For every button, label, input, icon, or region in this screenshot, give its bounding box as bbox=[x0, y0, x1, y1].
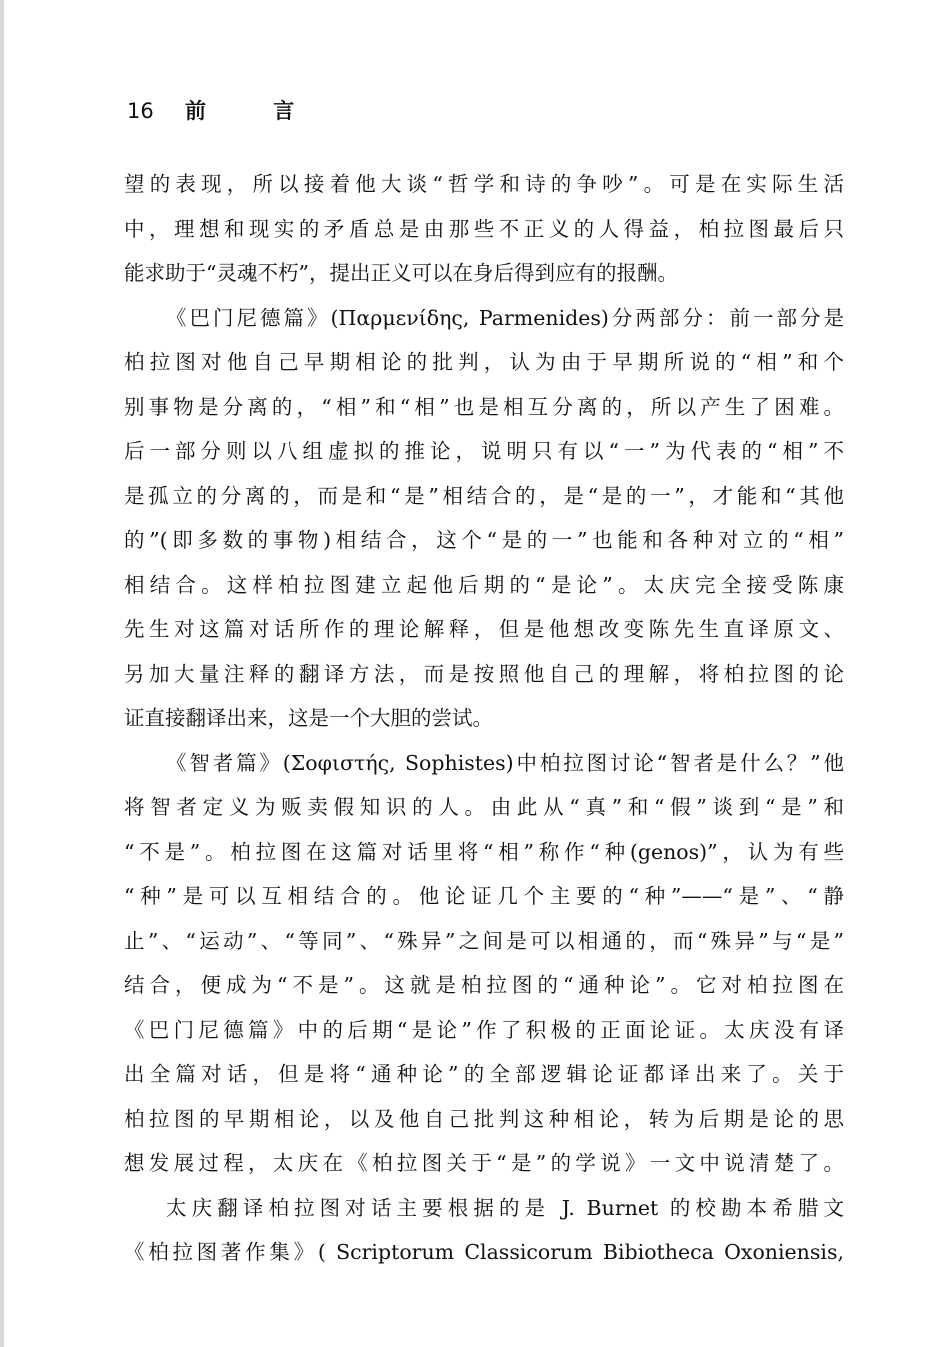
page-edge-shadow bbox=[0, 0, 4, 1347]
text-line: 别事物是分离的，“相”和“相”也是相互分离的，所以产生了困难。 bbox=[124, 394, 844, 419]
text-line: 中，理想和现实的矛盾总是由那些不正义的人得益，柏拉图最后只 bbox=[124, 216, 844, 241]
page-number: 16 bbox=[127, 99, 154, 123]
text-line: 太庆翻译柏拉图对话主要根据的是 J. Burnet 的校勘本希腊文 bbox=[166, 1195, 844, 1220]
text-line: 后一部分则以八组虚拟的推论，说明只有以“一”为代表的“相”不 bbox=[124, 439, 844, 463]
text-line: 是孤立的分离的，而是和“是”相结合的，是“是的一”，才能和“其他 bbox=[124, 483, 844, 508]
text-line: 的”(即多数的事物)相结合，这个“是的一”也能和各种对立的“相” bbox=[124, 528, 844, 552]
text-line: 另加大量注释的翻译方法，而是按照他自己的理解，将柏拉图的论 bbox=[124, 661, 844, 686]
text-line: 证直接翻译出来，这是一个大胆的尝试。 bbox=[124, 706, 493, 730]
body-text bbox=[124, 162, 844, 1275]
text-line: 能求助于“灵魂不朽”，提出正义可以在身后得到应有的报酬。 bbox=[124, 261, 678, 285]
text-line: 想发展过程，太庆在《柏拉图关于“是”的学说》一文中说清楚了。 bbox=[124, 1151, 844, 1175]
text-line: 《智者篇》(Σοφιστής, Sophistes)中柏拉图讨论“智者是什么？”他 bbox=[166, 750, 844, 775]
text-line: 望的表现，所以接着他大谈“哲学和诗的争吵”。可是在实际生活 bbox=[124, 172, 844, 196]
text-line: 出全篇对话，但是将“通种论”的全部逻辑论证都译出来了。关于 bbox=[124, 1062, 844, 1086]
text-line: 《巴门尼德篇》(Παρμενίδης, Parmenides)分两部分：前一部分是 bbox=[166, 305, 844, 330]
text-line: 柏拉图的早期相论，以及他自己批判这种相论，转为后期是论的思 bbox=[124, 1106, 844, 1131]
text-line: 《柏拉图著作集》( Scriptorum Classicorum Bibiotheca Oxoniensis, bbox=[124, 1240, 844, 1264]
text-line: 《巴门尼德篇》中的后期“是论”作了积极的正面论证。太庆没有译 bbox=[124, 1017, 844, 1042]
text-line: “种”是可以互相结合的。他论证几个主要的“种”——“是”、“静 bbox=[124, 884, 844, 908]
running-title: 前 言 bbox=[185, 99, 325, 123]
text-line: 结合，便成为“不是”。这就是柏拉图的“通种论”。它对柏拉图在 bbox=[124, 973, 844, 997]
text-line: 相结合。这样柏拉图建立起他后期的“是论”。太庆完全接受陈康 bbox=[124, 572, 844, 597]
text-line: 柏拉图对他自己早期相论的批判，认为由于早期所说的“相”和个 bbox=[124, 350, 844, 374]
text-line: “不是”。柏拉图在这篇对话里将“相”称作“种(genos)”，认为有些 bbox=[124, 839, 844, 864]
text-line: 将智者定义为贩卖假知识的人。由此从“真”和“假”谈到“是”和 bbox=[124, 795, 844, 819]
text-line: 先生对这篇对话所作的理论解释，但是他想改变陈先生直译原文、 bbox=[124, 617, 844, 641]
text-line: 止”、“运动”、“等同”、“殊异”之间是可以相通的，而“殊异”与“是” bbox=[124, 928, 844, 953]
